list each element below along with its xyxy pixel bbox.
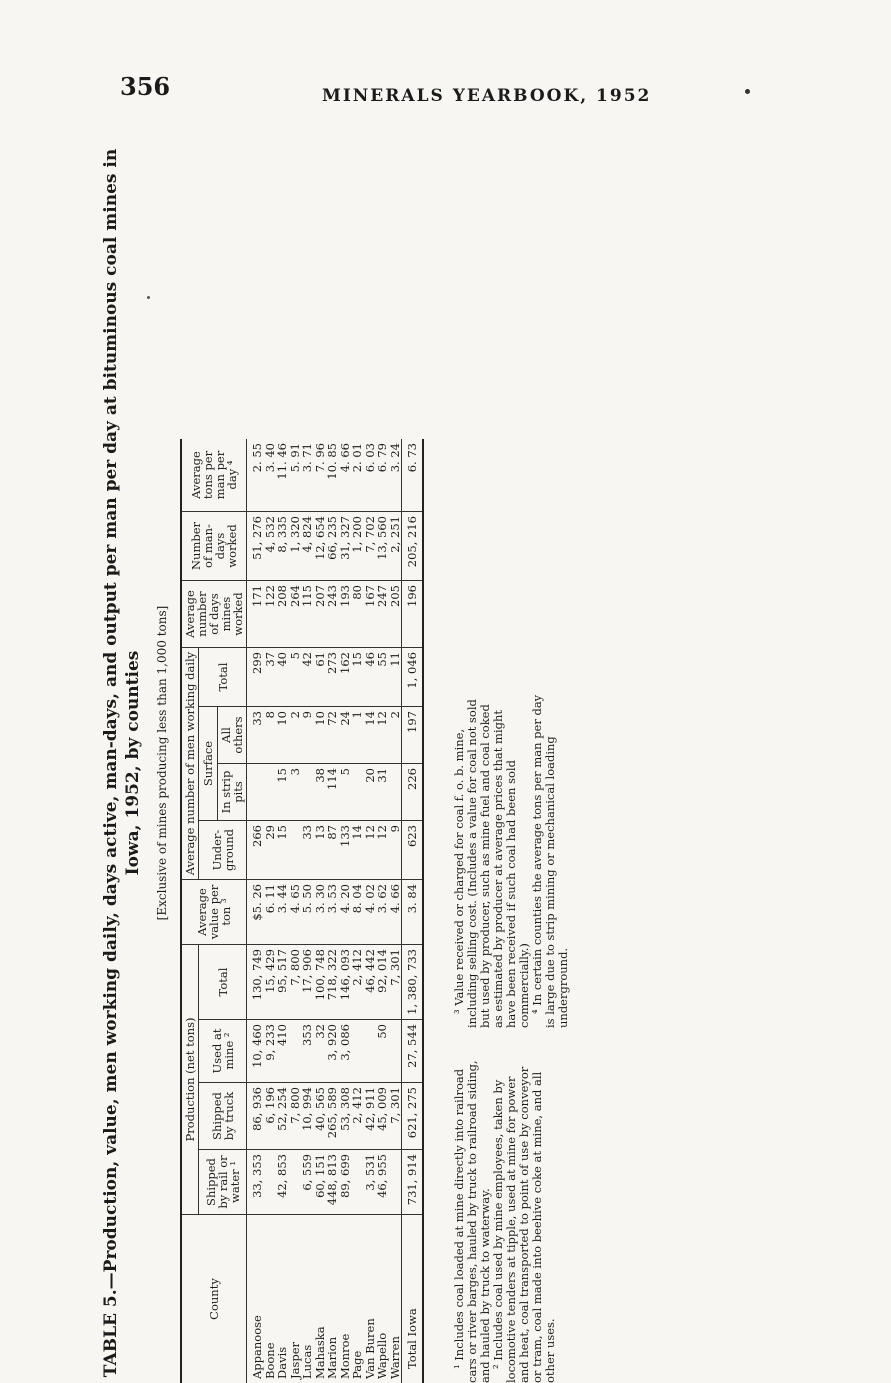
table-row bbox=[376, 439, 389, 1383]
cell-under: 623 bbox=[402, 821, 423, 880]
cell-days: 264 bbox=[289, 581, 302, 648]
header-all-others: All others bbox=[218, 707, 247, 764]
cell-truck: 86, 936 bbox=[247, 1083, 264, 1150]
cell-mandays: 51, 276 bbox=[247, 512, 264, 581]
cell-mandays: 66, 235 bbox=[326, 512, 339, 581]
header-prod-total: Total bbox=[199, 945, 247, 1020]
cell-total: 2, 412 bbox=[351, 945, 364, 1020]
cell-tons: 6. 79 bbox=[376, 439, 389, 512]
header-underground: Under-ground bbox=[199, 821, 247, 880]
cell-rail: 89, 699 bbox=[339, 1150, 352, 1215]
cell-strip: 226 bbox=[402, 764, 423, 821]
table-title-line1: TABLE 5.—Production, value, men working daily, days active, man-days, and output per man per day at bituminous coal mines in bbox=[100, 143, 122, 1383]
table-row bbox=[326, 439, 339, 1383]
cell-others: 2 bbox=[289, 707, 302, 764]
header-county: County bbox=[181, 1215, 247, 1383]
cell-strip bbox=[301, 764, 314, 821]
page-number: 356 bbox=[120, 72, 170, 101]
cell-under: 13 bbox=[314, 821, 327, 880]
cell-mandays: 2, 251 bbox=[389, 512, 402, 581]
table-row bbox=[276, 439, 289, 1383]
cell-tons: 3. 71 bbox=[301, 439, 314, 512]
cell-others: 1 bbox=[351, 707, 364, 764]
cell-others: 10 bbox=[276, 707, 289, 764]
cell-under: 14 bbox=[351, 821, 364, 880]
header-men-total: Total bbox=[199, 648, 247, 707]
cell-total: 718, 322 bbox=[326, 945, 339, 1020]
running-head: MINERALS YEARBOOK, 1952 bbox=[322, 86, 651, 106]
cell-mandays: 4, 532 bbox=[264, 512, 277, 581]
county-name: Total Iowa bbox=[402, 1215, 423, 1383]
cell-truck: 42, 911 bbox=[364, 1083, 377, 1150]
cell-under: 33 bbox=[301, 821, 314, 880]
cell-rail: 6, 559 bbox=[301, 1150, 314, 1215]
footnote-1: ¹ Includes coal loaded at mine directly into railroad cars or river barges, hauled by truck to railroad siding, and hauled by truck to waterway. bbox=[453, 1053, 492, 1383]
footnotes-left bbox=[453, 1053, 557, 1383]
county-name: Appanoose bbox=[247, 1215, 264, 1383]
cell-strip bbox=[247, 764, 264, 821]
cell-used: 3, 920 bbox=[326, 1020, 339, 1083]
cell-tons: 10. 85 bbox=[326, 439, 339, 512]
cell-strip: 31 bbox=[376, 764, 389, 821]
cell-total: 7, 301 bbox=[389, 945, 402, 1020]
cell-used: 32 bbox=[314, 1020, 327, 1083]
header-production: Production (net tons) bbox=[181, 945, 199, 1215]
county-name: Boone bbox=[264, 1215, 277, 1383]
header-surface: Surface bbox=[199, 707, 218, 821]
header-used-at-mine: Used at mine ² bbox=[199, 1020, 247, 1083]
cell-tons: 6. 03 bbox=[364, 439, 377, 512]
cell-truck: 52, 254 bbox=[276, 1083, 289, 1150]
cell-others: 8 bbox=[264, 707, 277, 764]
cell-tons: 7. 96 bbox=[314, 439, 327, 512]
footnote-3: ³ Value received or charged for coal f. o. b. mine, including selling cost. (Includes a value for coal not sold but used by producer, such as mine fuel and coal coked as estimated by producer at average prices that might have been received if such coal had been sold commercially.) bbox=[453, 693, 531, 1028]
cell-mandays: 4, 824 bbox=[301, 512, 314, 581]
cell-rail bbox=[389, 1150, 402, 1215]
header-avg-days: Average number of days mines worked bbox=[181, 581, 247, 648]
cell-truck: 40, 565 bbox=[314, 1083, 327, 1150]
cell-men: 299 bbox=[247, 648, 264, 707]
footnote-2: ² Includes coal used by mine employees, taken by locomotive tenders at tipple, used at mine for power and heat, coal transported to point of use by conveyor or tram, coal made into beehive coke at mine, and all other uses. bbox=[492, 1053, 557, 1383]
header-shipped-rail: Shipped by rail or water ¹ bbox=[199, 1150, 247, 1215]
cell-rail: 46, 955 bbox=[376, 1150, 389, 1215]
cell-men: 1, 046 bbox=[402, 648, 423, 707]
cell-value: 4. 02 bbox=[364, 880, 377, 945]
cell-tons: 5. 91 bbox=[289, 439, 302, 512]
county-name: Page bbox=[351, 1215, 364, 1383]
table-body bbox=[247, 439, 423, 1383]
cell-mandays: 8, 335 bbox=[276, 512, 289, 581]
county-name: Jasper bbox=[289, 1215, 302, 1383]
cell-others: 9 bbox=[301, 707, 314, 764]
cell-under: 29 bbox=[264, 821, 277, 880]
cell-total: 100, 748 bbox=[314, 945, 327, 1020]
cell-under: 87 bbox=[326, 821, 339, 880]
cell-under: 12 bbox=[376, 821, 389, 880]
cell-total: 46, 442 bbox=[364, 945, 377, 1020]
cell-total: 7, 800 bbox=[289, 945, 302, 1020]
cell-used bbox=[351, 1020, 364, 1083]
cell-used: 10, 460 bbox=[247, 1020, 264, 1083]
cell-total: 130, 749 bbox=[247, 945, 264, 1020]
cell-total: 95, 517 bbox=[276, 945, 289, 1020]
cell-truck: 7, 301 bbox=[389, 1083, 402, 1150]
cell-rail: 33, 353 bbox=[247, 1150, 264, 1215]
cell-value: 8. 04 bbox=[351, 880, 364, 945]
cell-men: 61 bbox=[314, 648, 327, 707]
cell-days: 171 bbox=[247, 581, 264, 648]
cell-value: 3. 44 bbox=[276, 880, 289, 945]
cell-truck: 53, 308 bbox=[339, 1083, 352, 1150]
cell-strip: 3 bbox=[289, 764, 302, 821]
cell-days: 80 bbox=[351, 581, 364, 648]
cell-value: 4. 20 bbox=[339, 880, 352, 945]
cell-value: 5. 50 bbox=[301, 880, 314, 945]
page-mark bbox=[745, 89, 750, 94]
cell-strip: 38 bbox=[314, 764, 327, 821]
cell-days: 208 bbox=[276, 581, 289, 648]
cell-others: 10 bbox=[314, 707, 327, 764]
cell-value: $5. 26 bbox=[247, 880, 264, 945]
cell-strip: 20 bbox=[364, 764, 377, 821]
cell-strip: 114 bbox=[326, 764, 339, 821]
county-name: Warren bbox=[389, 1215, 402, 1383]
cell-strip: 5 bbox=[339, 764, 352, 821]
cell-truck: 265, 589 bbox=[326, 1083, 339, 1150]
cell-men: 11 bbox=[389, 648, 402, 707]
cell-men: 5 bbox=[289, 648, 302, 707]
table-wrapper bbox=[180, 439, 424, 1383]
cell-others: 72 bbox=[326, 707, 339, 764]
cell-days: 167 bbox=[364, 581, 377, 648]
cell-truck: 6, 196 bbox=[264, 1083, 277, 1150]
header-shipped-truck: Shipped by truck bbox=[199, 1083, 247, 1150]
cell-mandays: 7, 702 bbox=[364, 512, 377, 581]
cell-men: 37 bbox=[264, 648, 277, 707]
cell-used: 27, 544 bbox=[402, 1020, 423, 1083]
cell-under: 12 bbox=[364, 821, 377, 880]
cell-value: 3. 53 bbox=[326, 880, 339, 945]
cell-used: 50 bbox=[376, 1020, 389, 1083]
cell-rail: 60, 151 bbox=[314, 1150, 327, 1215]
cell-others: 12 bbox=[376, 707, 389, 764]
coal-mines-table bbox=[180, 439, 424, 1383]
cell-value: 3. 84 bbox=[402, 880, 423, 945]
cell-used: 3, 086 bbox=[339, 1020, 352, 1083]
header-man-days: Number of man-days worked bbox=[181, 512, 247, 581]
cell-tons: 6. 73 bbox=[402, 439, 423, 512]
table-row bbox=[351, 439, 364, 1383]
cell-total: 146, 093 bbox=[339, 945, 352, 1020]
header-avg-men: Average number of men working daily bbox=[181, 648, 199, 880]
cell-used: 353 bbox=[301, 1020, 314, 1083]
cell-mandays: 1, 320 bbox=[289, 512, 302, 581]
cell-tons: 11. 46 bbox=[276, 439, 289, 512]
cell-others: 197 bbox=[402, 707, 423, 764]
cell-mandays: 13, 560 bbox=[376, 512, 389, 581]
county-name: Marion bbox=[326, 1215, 339, 1383]
cell-truck: 2, 412 bbox=[351, 1083, 364, 1150]
cell-men: 162 bbox=[339, 648, 352, 707]
cell-rail bbox=[351, 1150, 364, 1215]
county-name: Mahaska bbox=[314, 1215, 327, 1383]
table-row bbox=[247, 439, 264, 1383]
cell-men: 40 bbox=[276, 648, 289, 707]
cell-men: 55 bbox=[376, 648, 389, 707]
cell-men: 42 bbox=[301, 648, 314, 707]
cell-men: 46 bbox=[364, 648, 377, 707]
cell-others: 2 bbox=[389, 707, 402, 764]
table-subtitle: [Exclusive of mines producing less than 1,000 tons] bbox=[155, 143, 169, 1383]
cell-men: 15 bbox=[351, 648, 364, 707]
cell-total: 92, 014 bbox=[376, 945, 389, 1020]
cell-tons: 3. 40 bbox=[264, 439, 277, 512]
cell-days: 115 bbox=[301, 581, 314, 648]
cell-rail: 448, 813 bbox=[326, 1150, 339, 1215]
cell-days: 122 bbox=[264, 581, 277, 648]
cell-tons: 4. 66 bbox=[339, 439, 352, 512]
table-row bbox=[301, 439, 314, 1383]
cell-truck: 621, 275 bbox=[402, 1083, 423, 1150]
cell-strip bbox=[389, 764, 402, 821]
cell-mandays: 31, 327 bbox=[339, 512, 352, 581]
cell-under: 15 bbox=[276, 821, 289, 880]
rotated-table-block bbox=[100, 123, 570, 1383]
cell-days: 243 bbox=[326, 581, 339, 648]
cell-tons: 2. 55 bbox=[247, 439, 264, 512]
cell-mandays: 12, 654 bbox=[314, 512, 327, 581]
cell-truck: 7, 800 bbox=[289, 1083, 302, 1150]
cell-days: 196 bbox=[402, 581, 423, 648]
cell-used bbox=[389, 1020, 402, 1083]
table-row bbox=[389, 439, 402, 1383]
cell-days: 193 bbox=[339, 581, 352, 648]
header-tons-per-man: Average tons per man per day ⁴ bbox=[181, 439, 247, 512]
table-total-row bbox=[402, 439, 423, 1383]
cell-mandays: 1, 200 bbox=[351, 512, 364, 581]
cell-under: 9 bbox=[389, 821, 402, 880]
header-strip-pits: In strip pits bbox=[218, 764, 247, 821]
cell-strip: 15 bbox=[276, 764, 289, 821]
footnotes-right bbox=[453, 693, 570, 1028]
county-name: Van Buren bbox=[364, 1215, 377, 1383]
county-name: Monroe bbox=[339, 1215, 352, 1383]
footnote-4: ⁴ In certain counties the average tons per man per day is large due to strip mining or mechanical loading underground. bbox=[531, 693, 570, 1028]
cell-rail: 3, 531 bbox=[364, 1150, 377, 1215]
cell-tons: 3. 24 bbox=[389, 439, 402, 512]
cell-value: 3. 62 bbox=[376, 880, 389, 945]
cell-men: 273 bbox=[326, 648, 339, 707]
cell-others: 24 bbox=[339, 707, 352, 764]
cell-tons: 2. 01 bbox=[351, 439, 364, 512]
cell-rail: 731, 914 bbox=[402, 1150, 423, 1215]
cell-rail: 42, 853 bbox=[276, 1150, 289, 1215]
table-title-line2: Iowa, 1952, by counties bbox=[122, 143, 144, 1383]
cell-used: 9, 233 bbox=[264, 1020, 277, 1083]
cell-days: 247 bbox=[376, 581, 389, 648]
cell-value: 4. 65 bbox=[289, 880, 302, 945]
county-name: Lucas bbox=[301, 1215, 314, 1383]
table-title bbox=[100, 143, 144, 1383]
cell-strip bbox=[351, 764, 364, 821]
cell-value: 6. 11 bbox=[264, 880, 277, 945]
cell-days: 205 bbox=[389, 581, 402, 648]
cell-truck: 10, 994 bbox=[301, 1083, 314, 1150]
cell-mandays: 205, 216 bbox=[402, 512, 423, 581]
cell-total: 1, 380, 733 bbox=[402, 945, 423, 1020]
header-avg-value: Average value per ton ³ bbox=[181, 880, 247, 945]
cell-others: 33 bbox=[247, 707, 264, 764]
county-name: Davis bbox=[276, 1215, 289, 1383]
cell-others: 14 bbox=[364, 707, 377, 764]
cell-value: 3. 30 bbox=[314, 880, 327, 945]
cell-under: 133 bbox=[339, 821, 352, 880]
cell-value: 4. 66 bbox=[389, 880, 402, 945]
cell-under: 266 bbox=[247, 821, 264, 880]
cell-total: 15, 429 bbox=[264, 945, 277, 1020]
county-name: Wapello bbox=[376, 1215, 389, 1383]
cell-used: 410 bbox=[276, 1020, 289, 1083]
cell-truck: 45, 009 bbox=[376, 1083, 389, 1150]
cell-days: 207 bbox=[314, 581, 327, 648]
cell-total: 17, 906 bbox=[301, 945, 314, 1020]
